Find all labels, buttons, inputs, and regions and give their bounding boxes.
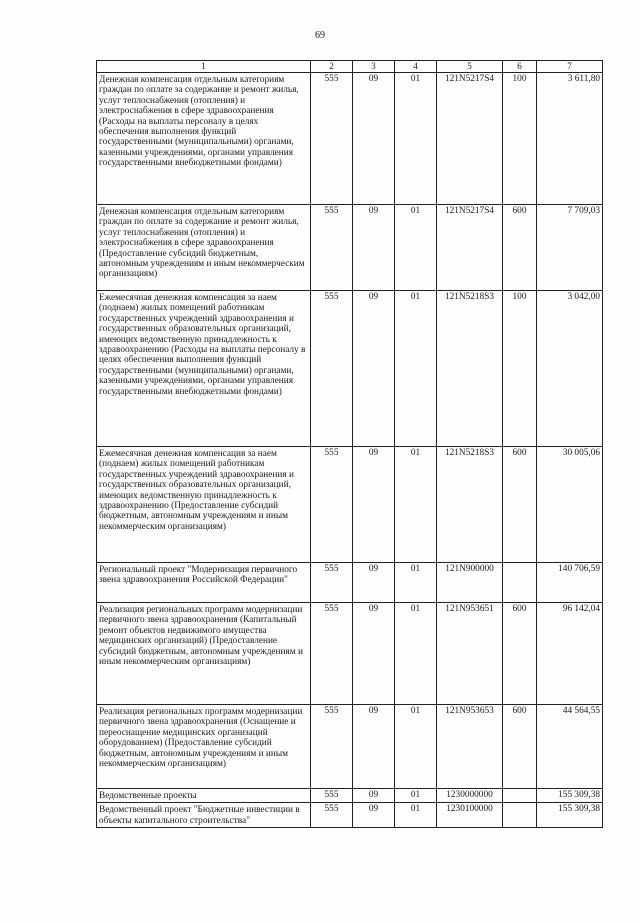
ministry-code: 555 [311,603,353,705]
expense-type-code [503,789,537,803]
section-code: 09 [353,563,395,603]
row-description: Реализация региональных программ модернизации первичного звена здравоохранения (Капитальный ремонт объектов недвижимого имущества медицинских организаций) (Предоставление субсидий бюджетным, автономным учреждениям и иным некоммерческим организациям) [97,603,311,705]
table-row [97,291,603,447]
subsection-code: 01 [395,291,437,447]
target-article-code: 121N5218S3 [437,291,503,447]
header-cell: 6 [503,61,537,73]
section-code: 09 [353,603,395,705]
ministry-code: 555 [311,205,353,291]
amount: 155 309,38 [537,803,603,828]
ministry-code: 555 [311,705,353,789]
header-cell: 1 [97,61,311,73]
expense-type-code: 600 [503,447,537,563]
target-article-code: 1230100000 [437,803,503,828]
section-code: 09 [353,205,395,291]
section-code: 09 [353,803,395,828]
ministry-code: 555 [311,291,353,447]
table-row [97,803,603,828]
table-row [97,789,603,803]
table-row [97,705,603,789]
table-row [97,603,603,705]
subsection-code: 01 [395,803,437,828]
expense-type-code [503,563,537,603]
amount: 140 706,59 [537,563,603,603]
target-article-code: 1230000000 [437,789,503,803]
subsection-code: 01 [395,205,437,291]
row-description: Денежная компенсация отдельным категориям граждан по оплате за содержание и ремонт жилья, услуг теплоснабжения (отопления) и электроснабжения в сфере здравоохранения (Расходы на выплаты персоналу в целях обеспечения выполнения функций государственными (муниципальными) органами, казенными учреждениями, органами управления государственными внебюджетными фондами) [97,73,311,205]
subsection-code: 01 [395,447,437,563]
subsection-code: 01 [395,705,437,789]
header-cell: 2 [311,61,353,73]
expense-type-code: 600 [503,603,537,705]
header-cell: 3 [353,61,395,73]
subsection-code: 01 [395,789,437,803]
table-row [97,563,603,603]
ministry-code: 555 [311,789,353,803]
expense-type-code: 600 [503,705,537,789]
target-article-code: 121N5217S4 [437,73,503,205]
expense-type-code: 100 [503,73,537,205]
budget-table [96,60,603,828]
ministry-code: 555 [311,563,353,603]
amount: 44 564,55 [537,705,603,789]
header-cell: 7 [537,61,603,73]
ministry-code: 555 [311,447,353,563]
target-article-code: 121N5218S3 [437,447,503,563]
table-row [97,205,603,291]
amount: 7 709,03 [537,205,603,291]
amount: 3 611,80 [537,73,603,205]
row-description: Ежемесячная денежная компенсация за наем (поднаем) жилых помещений работникам государственных учреждений здравоохранения и государственных образовательных организаций, имеющих ведомственную принадлежность к здравоохранению (Расходы на выплаты персоналу в целях обеспечения выполнения функций государственными (муниципальными) органами, казенными учреждениями, органами управления государственными внебюджетными фондами) [97,291,311,447]
section-code: 09 [353,705,395,789]
section-code: 09 [353,291,395,447]
section-code: 09 [353,789,395,803]
section-code: 09 [353,73,395,205]
table-row [97,73,603,205]
table-row [97,447,603,563]
expense-type-code: 100 [503,291,537,447]
row-description: Денежная компенсация отдельным категориям граждан по оплате за содержание и ремонт жилья, услуг теплоснабжения (отопления) и электроснабжения в сфере здравоохранения (Предоставление субсидий бюджетным, автономным учреждениям и иным некоммерческим организациям) [97,205,311,291]
expense-type-code [503,803,537,828]
amount: 96 142,04 [537,603,603,705]
row-description: Реализация региональных программ модернизации первичного звена здравоохранения (Оснащение и переоснащение медицинских организаций оборудованием) (Предоставление субсидий бюджетным, автономным учреждениям и иным некоммерческим организациям) [97,705,311,789]
ministry-code: 555 [311,73,353,205]
section-code: 09 [353,447,395,563]
expense-type-code: 600 [503,205,537,291]
amount: 30 005,06 [537,447,603,563]
subsection-code: 01 [395,603,437,705]
target-article-code: 121N953653 [437,705,503,789]
target-article-code: 121N5217S4 [437,205,503,291]
row-description: Ведомственный проект "Бюджетные инвестиции в объекты капитального строительства" [97,803,311,828]
subsection-code: 01 [395,73,437,205]
page-number: 69 [315,30,325,41]
row-description: Ежемесячная денежная компенсация за наем (поднаем) жилых помещений работникам государственных учреждений здравоохранения и государственных образовательных организаций, имеющих ведомственную принадлежность к здравоохранению (Предоставление субсидий бюджетным, автономным учреждениям и иным некоммерческим организациям) [97,447,311,563]
ministry-code: 555 [311,803,353,828]
row-description: Ведомственные проекты [97,789,311,803]
subsection-code: 01 [395,563,437,603]
amount: 155 309,38 [537,789,603,803]
header-cell: 4 [395,61,437,73]
header-cell: 5 [437,61,503,73]
target-article-code: 121N900000 [437,563,503,603]
amount: 3 042,00 [537,291,603,447]
table-header-row [97,61,603,73]
target-article-code: 121N953651 [437,603,503,705]
row-description: Региональный проект "Модернизация первичного звена здравоохранения Российской Федерации" [97,563,311,603]
